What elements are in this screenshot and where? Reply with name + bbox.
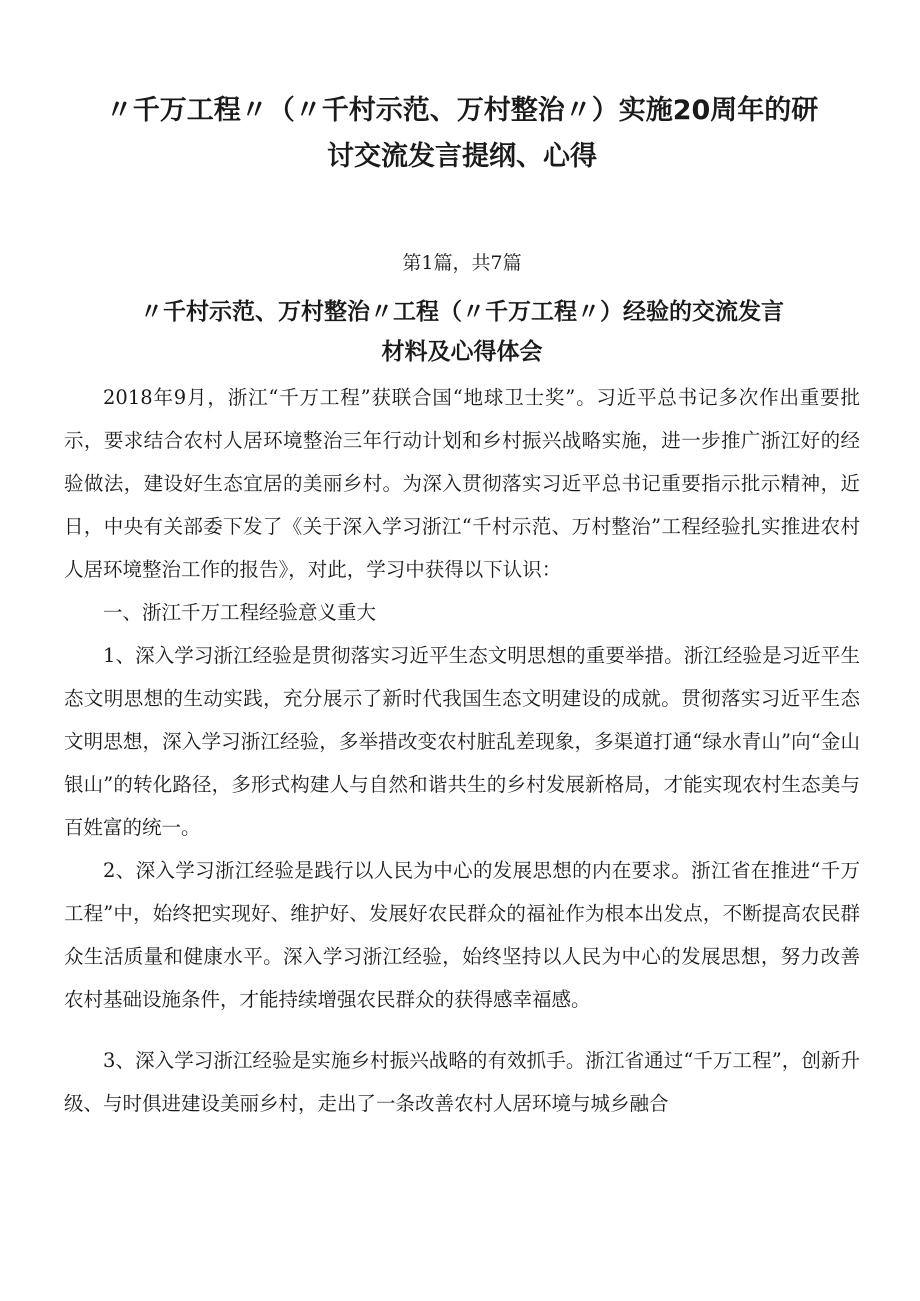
- paragraph-intro: 2018年9月，浙江“千万工程”获联合国“地球卫士奖”。习近平总书记多次作出重要批示，要求结合农村人居环境整治三年行动计划和乡村振兴战略实施，进一步推广浙江好的经验做法，建设好生态宜居的美丽乡村。为深入贯彻落实习近平总书记重要指示批示精神，近日，中央有关部委下发了《关于深入学习浙江“千村示范、万村整治”工程经验扎实推进农村人居环境整治工作的报告》，对此，学习中获得以下认识：: [64, 386, 860, 581]
- paragraph-point-3: 3、深入学习浙江经验是实施乡村振兴战略的有效抓手。浙江省通过“千万工程”，创新升级、与时俱进建设美丽乡村，走出了一条改善农村人居环境与城乡融合: [64, 1049, 860, 1115]
- document-title: [64, 88, 860, 180]
- section-title: [64, 292, 860, 372]
- document-page: [64, 88, 860, 1125]
- document-title-line-2: 讨交流发言提纲、心得: [327, 141, 597, 172]
- section-title-line-1: 〃千村示范、万村整治〃工程（〃千万工程〃）经验的交流发言: [140, 299, 784, 325]
- document-title-line-1: 〃千万工程〃（〃千村示范、万村整治〃）实施20周年的研: [105, 95, 819, 126]
- section-number: 第1篇，共7篇: [402, 252, 522, 274]
- paragraph-point-2: 2、深入学习浙江经验是践行以人民为中心的发展思想的内在要求。浙江省在推进“千万工程”中，始终把实现好、维护好、发展好农民群众的福祉作为根本出发点，不断提高农民群众生活质量和健康水平。深入学习浙江经验，始终坚持以人民为中心的发展思想，努力改善农村基础设施条件，才能持续增强农民群众的获得感幸福感。: [64, 859, 860, 1011]
- section-title-line-2: 材料及心得体会: [381, 339, 543, 365]
- paragraph-point-1: 1、深入学习浙江经验是贯彻落实习近平生态文明思想的重要举措。浙江经验是习近平生态文明思想的生动实践，充分展示了新时代我国生态文明建设的成就。贯彻落实习近平生态文明思想，深入学习浙江经验，多举措改变农村脏乱差现象，多渠道打通“绿水青山”向“金山银山”的转化路径，多形式构建人与自然和谐共生的乡村发展新格局，才能实现农村生态美与百姓富的统一。: [64, 644, 860, 839]
- heading-section-one: 一、浙江千万工程经验意义重大: [103, 601, 377, 624]
